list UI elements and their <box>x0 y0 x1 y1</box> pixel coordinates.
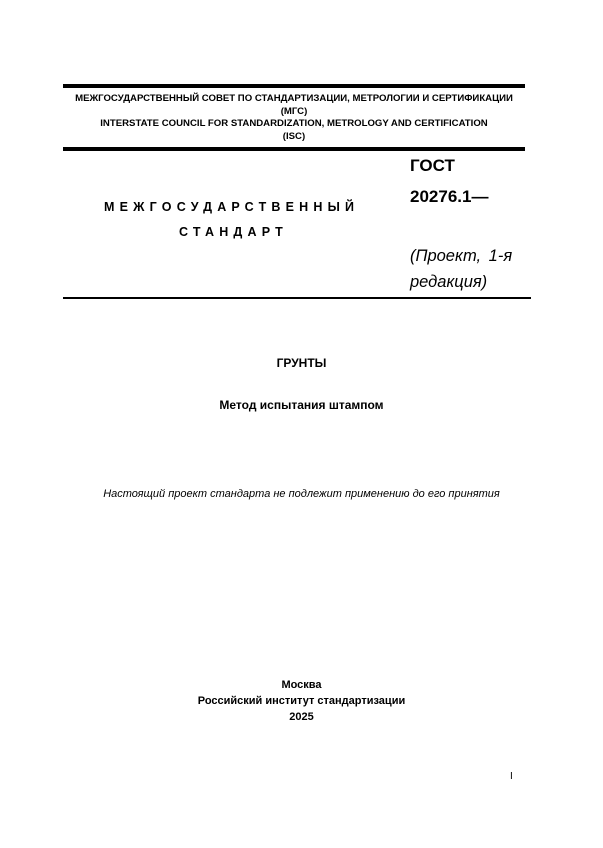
block-bottom-rule <box>63 297 531 299</box>
document-title: ГРУНТЫ <box>276 356 327 370</box>
council-abbr-en: (ISC) <box>282 130 306 142</box>
council-abbr-ru: (МГС) <box>280 105 308 117</box>
council-header <box>63 93 525 143</box>
gost-designation <box>410 150 488 212</box>
document-subtitle: Метод испытания штампом <box>219 398 384 412</box>
gost-label: ГОСТ <box>410 156 455 175</box>
top-rule <box>63 84 525 88</box>
draft-line-2: редакция) <box>410 273 488 291</box>
council-name-en: INTERSTATE COUNCIL FOR STANDARDIZATION, METROLOGY AND CERTIFICATION <box>100 118 488 129</box>
council-name-ru: МЕЖГОСУДАРСТВЕННЫЙ СОВЕТ ПО СТАНДАРТИЗАЦИИ, МЕТРОЛОГИИ И СЕРТИФИКАЦИИ <box>75 93 513 104</box>
publication-city: Москва <box>281 679 322 691</box>
page-number: I <box>510 771 513 782</box>
standard-label-line1: МЕЖГОСУДАРСТВЕННЫЙ <box>104 200 360 214</box>
publisher-name: Российский институт стандартизации <box>197 695 406 707</box>
publication-year: 2025 <box>289 711 314 723</box>
draft-line-1: (Проект, 1-я <box>410 247 513 265</box>
gost-number: 20276.1— <box>410 187 489 206</box>
draft-notice: Настоящий проект стандарта не подлежит применению до его принятия <box>103 488 500 500</box>
draft-edition-note <box>410 243 512 295</box>
publication-info <box>0 677 603 725</box>
standard-label-line2: СТАНДАРТ <box>179 225 288 239</box>
